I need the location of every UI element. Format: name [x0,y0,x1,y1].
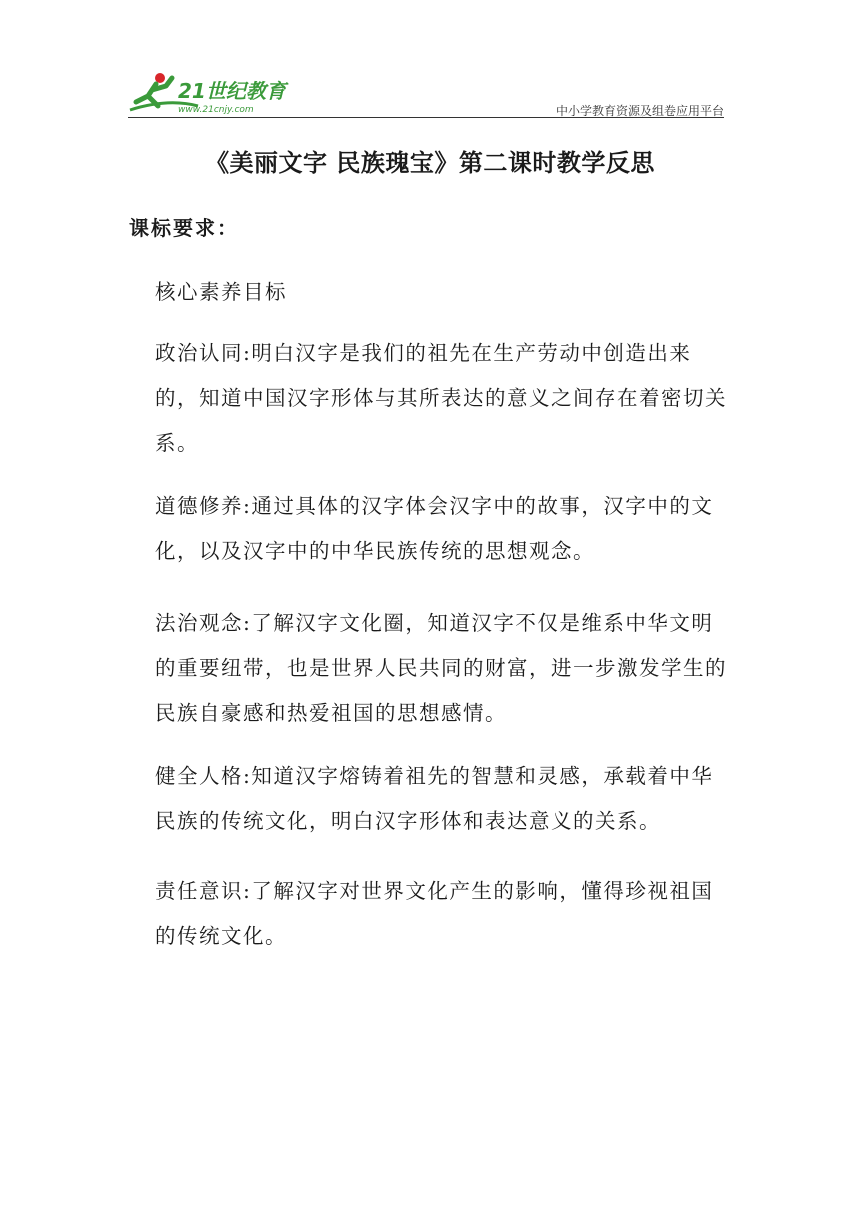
section-heading: 课标要求： [129,216,239,240]
document-title: 《美丽文字 民族瑰宝》第二课时教学反思 [205,148,655,177]
logo-head [155,73,165,83]
paragraph-moral-cultivation: 道德修养:通过具体的汉字体会汉字中的故事，汉字中的文化，以及汉字中的中华民族传统的思想观念。 [155,494,714,563]
platform-name: 中小学教育资源及组卷应用平台 [555,104,724,118]
paragraph-political-identity: 政治认同:明白汉字是我们的祖先在生产劳动中创造出来的，知道中国汉字形体与其所表达的意义之间存在着密切关系。 [155,341,727,455]
logo-url: www.21cnjy.com [178,105,254,115]
header-divider [128,117,724,118]
paragraph-sound-personality: 健全人格:知道汉字熔铸着祖先的智慧和灵感，承载着中华民族的传统文化，明白汉字形体和表达意义的关系。 [155,764,714,833]
page-header [128,68,724,118]
paragraph-responsibility: 责任意识:了解汉字对世界文化产生的影响，懂得珍视祖国的传统文化。 [155,879,714,948]
logo-text: 21世纪教育 [178,79,286,103]
paragraph-core-literacy: 核心素养目标 [155,280,287,304]
paragraph-rule-of-law: 法治观念:了解汉字文化圈，知道汉字不仅是维系中华文明的重要纽带，也是世界人民共同的财富，进一步激发学生的民族自豪感和热爱祖国的思想感情。 [155,611,727,725]
21cnjy-logo [128,68,298,116]
